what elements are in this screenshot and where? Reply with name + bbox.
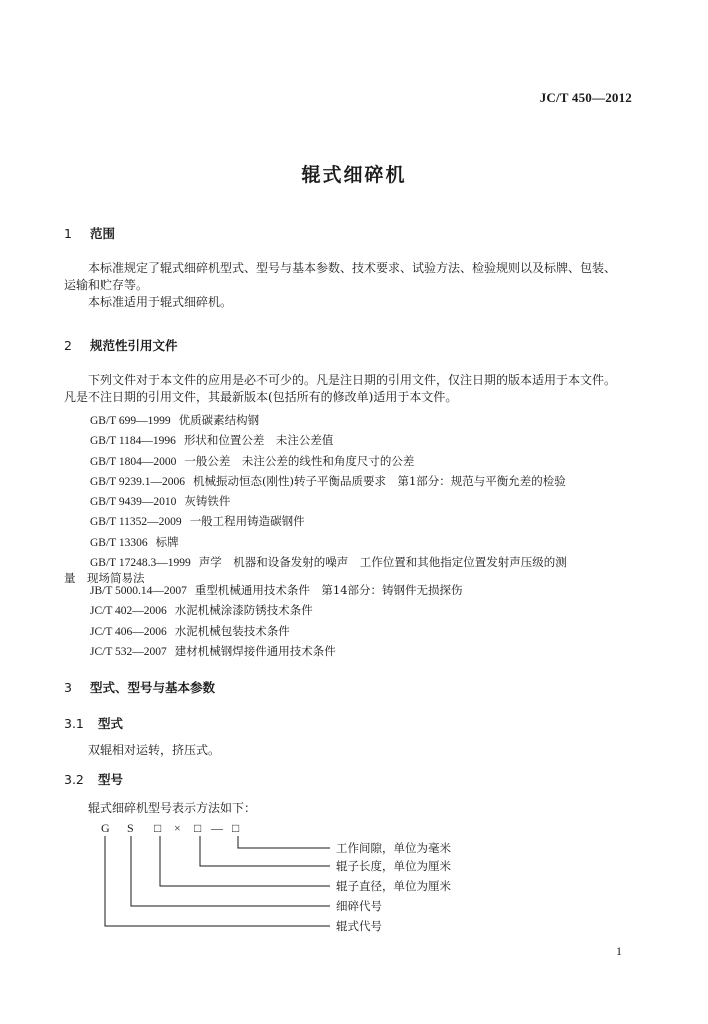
section-number: 3.1 bbox=[64, 716, 84, 731]
ref-name: 水泥机械涂漆防锈技术条件 bbox=[174, 603, 313, 618]
ref-code: JC/T 402—2006 bbox=[90, 605, 167, 618]
symbol-box-length: □ bbox=[194, 821, 202, 835]
symbol-box-diameter: □ bbox=[154, 821, 162, 835]
references-intro-line-1: 下列文件对于本文件的应用是必不可少的。凡是注日期的引用文件，仅注日期的版本适用于本文件。 bbox=[88, 373, 617, 387]
label-fine-code: 细碎代号 bbox=[336, 899, 382, 913]
symbol-dash: — bbox=[211, 821, 223, 835]
reference-continuation: 量 现场简易法 bbox=[64, 571, 145, 585]
references-intro-line-2: 凡是不注日期的引用文件，其最新版本(包括所有的修改单)适用于本文件。 bbox=[64, 390, 458, 404]
page-title: 辊式细碎机 bbox=[301, 164, 407, 186]
section-title: 型式 bbox=[98, 716, 124, 731]
ref-name: 灰铸铁件 bbox=[184, 494, 231, 509]
ref-name: 水泥机械包装技术条件 bbox=[174, 623, 290, 638]
ref-name: 一般工程用铸造碳钢件 bbox=[189, 514, 305, 529]
leader-line-length bbox=[200, 836, 330, 866]
ref-name: 建材机械钢焊接件通用技术条件 bbox=[174, 643, 336, 658]
section-title: 型号 bbox=[98, 772, 124, 787]
label-roller-length: 辊子长度，单位为厘米 bbox=[336, 859, 451, 873]
ref-code: GB/T 17248.3—1999 bbox=[90, 557, 191, 570]
page-number: 1 bbox=[616, 944, 622, 958]
section-title: 型式、型号与基本参数 bbox=[90, 680, 216, 695]
section-title: 规范性引用文件 bbox=[90, 338, 178, 353]
section-number: 3.2 bbox=[64, 772, 84, 787]
leader-line-diameter bbox=[160, 836, 330, 886]
ref-code: GB/T 699—1999 bbox=[90, 415, 171, 427]
section-number: 3 bbox=[64, 680, 72, 695]
ref-code: JC/T 406—2006 bbox=[90, 625, 167, 638]
ref-name: 标牌 bbox=[155, 534, 179, 549]
scope-line-2: 运输和贮存等。 bbox=[64, 278, 149, 292]
ref-code: JB/T 5000.14—2007 bbox=[90, 585, 187, 597]
ref-name: 形状和位置公差 未注公差值 bbox=[183, 433, 334, 448]
label-working-gap: 工作间隙，单位为毫米 bbox=[336, 841, 451, 855]
model-intro: 辊式细碎机型号表示方法如下： bbox=[88, 801, 257, 815]
ref-name: 一般公差 未注公差的线性和角度尺寸的公差 bbox=[184, 453, 415, 468]
ref-code: GB/T 9439—2010 bbox=[90, 496, 177, 509]
symbol-g: G bbox=[101, 821, 110, 835]
ref-code: JC/T 532—2007 bbox=[90, 645, 167, 658]
ref-code: GB/T 13306 bbox=[90, 536, 148, 549]
label-roller-diameter: 辊子直径，单位为厘米 bbox=[336, 879, 451, 893]
section-title: 范围 bbox=[90, 226, 116, 241]
leader-line-roller bbox=[105, 836, 330, 926]
scope-line-1: 本标准规定了辊式细碎机型式、型号与基本参数、技术要求、试验方法、检验规则以及标牌、包装、 bbox=[88, 261, 617, 275]
ref-code: GB/T 11352—2009 bbox=[90, 516, 182, 529]
symbol-times: × bbox=[174, 821, 181, 835]
scope-applicability: 本标准适用于辊式细碎机。 bbox=[88, 295, 233, 309]
ref-name: 优质碳素结构钢 bbox=[178, 413, 260, 427]
section-number: 2 bbox=[64, 338, 72, 353]
ref-name: 机械振动恒态(刚性)转子平衡品质要求 第1部分：规范与平衡允差的检验 bbox=[193, 473, 566, 488]
ref-code: GB/T 9239.1—2006 bbox=[90, 475, 185, 488]
ref-code: GB/T 1804—2000 bbox=[90, 455, 177, 468]
ref-name: 声学 机器和设备发射的噪声 工作位置和其他指定位置发射声压级的测 bbox=[198, 555, 567, 570]
section-number: 1 bbox=[64, 226, 72, 241]
leader-line-fine bbox=[131, 836, 330, 906]
label-roller-code: 辊式代号 bbox=[336, 919, 382, 933]
ref-code: GB/T 1184—1996 bbox=[90, 435, 176, 448]
symbol-s: S bbox=[127, 821, 134, 835]
standard-code: JC/T 450—2012 bbox=[539, 90, 632, 105]
type-description: 双辊相对运转，挤压式。 bbox=[88, 743, 221, 757]
ref-name: 重型机械通用技术条件 第14部分：铸钢件无损探伤 bbox=[194, 583, 463, 597]
symbol-box-gap: □ bbox=[232, 821, 240, 835]
leader-line-gap bbox=[238, 836, 330, 848]
